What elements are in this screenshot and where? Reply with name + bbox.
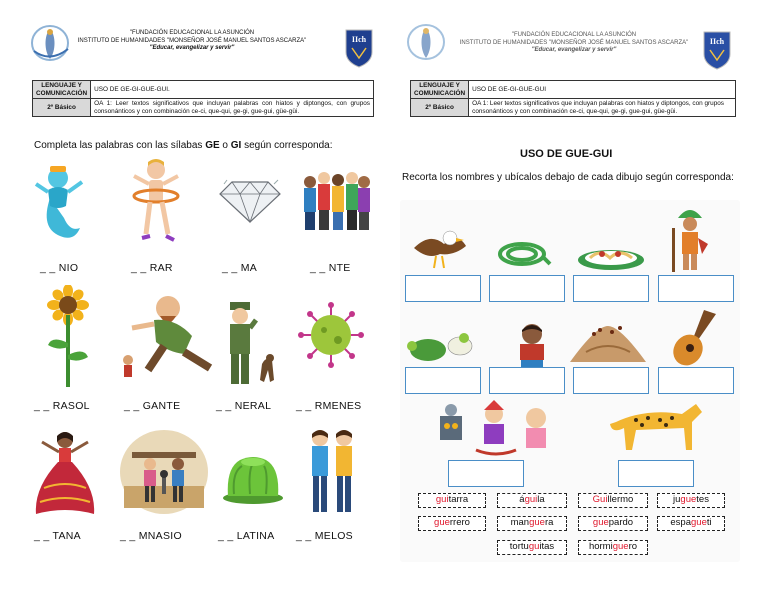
answer-box-7[interactable] (573, 367, 649, 394)
blank-word-3: _ _ MA (222, 262, 258, 274)
cutout-word-10[interactable]: hormiguero (578, 540, 648, 555)
institute-name: INSTITUTO DE HUMANIDADES "MONSEÑOR JOSÉ MANUEL SANTOS ASCARZA" (77, 37, 307, 44)
school-motto-right: "Educar, evangelizar y servir" (531, 47, 617, 53)
girl-hula-hoop-picture (124, 156, 188, 246)
boy-guillermo-picture (508, 322, 556, 372)
school-logo-icon (30, 23, 74, 63)
cutout-word-6[interactable]: manguera (497, 516, 567, 531)
left-instruction: Completa las palabras con las sílabas GE o GI según corresponda: (34, 140, 333, 151)
eagle-picture (410, 226, 468, 272)
running-giant-picture (118, 290, 218, 386)
garden-hose-picture (494, 236, 552, 270)
subject-label-right: LENGUAJE Y COMUNICACIÓN (411, 81, 469, 99)
unit-title: USO DE GE-GI-GUE-GUI. (91, 81, 374, 99)
general-soldier-picture (216, 300, 282, 388)
answer-box-8[interactable] (658, 367, 734, 394)
cutout-word-8[interactable]: espagueti (657, 516, 725, 531)
blank-word-11: _ _ LATINA (218, 530, 275, 542)
answer-box-1[interactable] (405, 275, 481, 302)
blank-word-12: _ _ MELOS (296, 530, 353, 542)
blank-word-1: _ _ NIO (40, 262, 79, 274)
right-instruction: Recorta los nombres y ubícalos debajo de cada dibujo según corresponda: (402, 172, 734, 183)
foundation-name-right: "FUNDACIÓN EDUCACIONAL LA ASUNCIÓN (511, 32, 637, 38)
warrior-picture (668, 204, 712, 274)
gypsy-dancer-picture (30, 428, 100, 518)
people-group-picture (300, 164, 372, 236)
blank-word-10: _ _ MNASIO (120, 530, 182, 542)
gymnasium-picture (118, 428, 210, 516)
page-title: USO DE GUE-GUI (520, 148, 613, 160)
school-header-text (72, 30, 312, 53)
cutout-word-4[interactable]: juguetes (657, 493, 725, 508)
answer-box-5[interactable] (405, 367, 481, 394)
blank-word-2: _ _ RAR (131, 262, 173, 274)
institute-name-right: INSTITUTO DE HUMANIDADES "MONSEÑOR JOSÉ MANUEL SANTOS ASCARZA" (459, 39, 689, 46)
cutout-word-9[interactable]: tortuguitas (497, 540, 567, 555)
blank-word-9: _ _ TANA (34, 530, 81, 542)
anthill-picture (566, 322, 650, 366)
unit-title-right: USO DE GE-GI-GUE-GUI (469, 81, 736, 99)
spaghetti-picture (576, 238, 646, 272)
answer-box-4[interactable] (658, 275, 734, 302)
cutout-word-7[interactable]: guepardo (578, 516, 648, 531)
genie-picture (30, 158, 90, 244)
lesson-info-table-right (410, 80, 736, 117)
twins-picture (302, 424, 362, 518)
cutout-word-3[interactable]: Guillermo (578, 493, 648, 508)
cutout-word-1[interactable]: guitarra (418, 493, 486, 508)
answer-box-9[interactable] (448, 460, 524, 487)
blank-word-5: _ _ RASOL (34, 400, 90, 412)
lesson-info-table (32, 80, 374, 117)
answer-box-10[interactable] (618, 460, 694, 487)
school-header-text-right (444, 32, 704, 55)
crest-label: IIch (351, 35, 367, 44)
guitar-picture (668, 306, 720, 370)
answer-box-3[interactable] (573, 275, 649, 302)
answer-box-2[interactable] (489, 275, 565, 302)
cutout-word-2[interactable]: águila (497, 493, 567, 508)
blank-word-8: _ _ RMENES (296, 400, 362, 412)
toys-picture (436, 400, 564, 458)
grade-label: 2º Básico (33, 99, 91, 117)
objective-text: OA 1: Leer textos significativos que incluyan palabras con hiatos y diptongos, con grupos consonánticos y con combinación ce-ci, que-qui, ge-gi, gue-gui, güe-güi. (91, 99, 374, 117)
school-motto: "Educar, evangelizar y servir" (149, 45, 235, 51)
germs-picture (296, 300, 366, 370)
school-crest-icon (344, 28, 374, 68)
subject-label: LENGUAJE Y COMUNICACIÓN (33, 81, 91, 99)
blank-word-6: _ _ GANTE (124, 400, 181, 412)
blank-word-4: _ _ NTE (310, 262, 351, 274)
grade-label-right: 2º Básico (411, 99, 469, 117)
objective-text-right: OA 1: Leer textos significativos que incluyan palabras con hiatos y diptongos, con grupos consonánticos y con combinación ce-ci, que-qui, ge-gi, gue-gui, güe-güi. (469, 99, 736, 117)
cutout-word-5[interactable]: guerrero (418, 516, 486, 531)
gelatin-picture (220, 450, 286, 506)
school-crest-icon-right (702, 30, 732, 70)
gem-picture (218, 178, 282, 224)
turtles-picture (404, 324, 480, 366)
sunflower-picture (44, 285, 92, 389)
crest-label-right: IIch (709, 37, 725, 46)
answer-box-6[interactable] (489, 367, 565, 394)
blank-word-7: _ _ NERAL (216, 400, 272, 412)
foundation-name: "FUNDACIÓN EDUCACIONAL LA ASUNCIÓN (129, 30, 255, 36)
cheetah-picture (606, 394, 704, 456)
